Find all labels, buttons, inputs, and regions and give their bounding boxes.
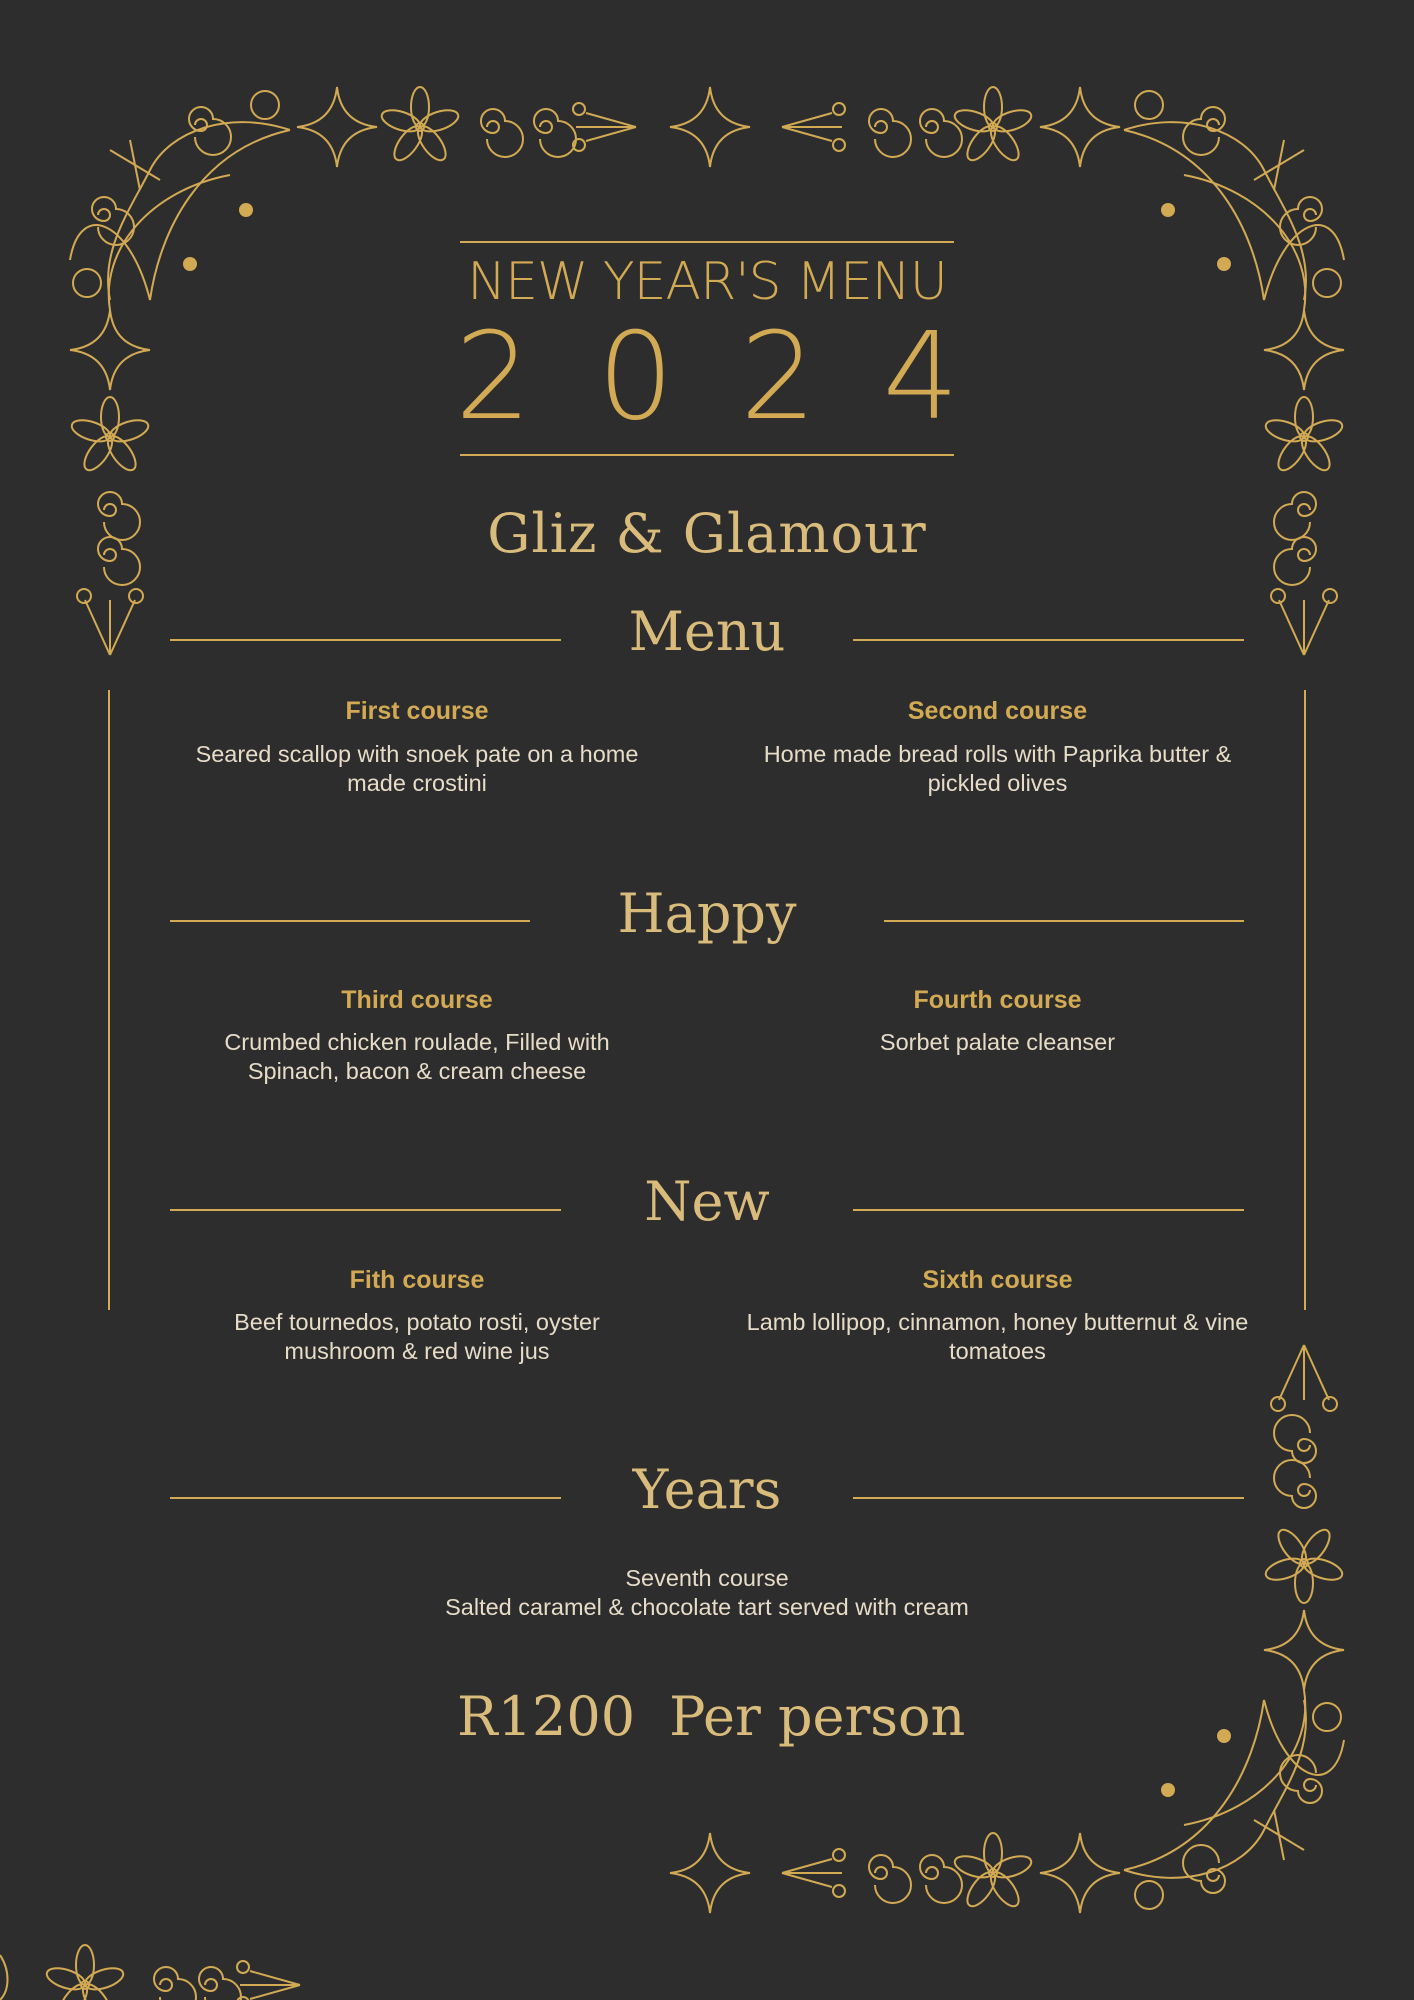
price-amount: R1200 <box>457 1685 636 1748</box>
price-line <box>457 1685 1057 1748</box>
course-desc-fifth: Beef tournedos, potato rosti, oyster mushroom & red wine jus <box>234 1309 600 1364</box>
course-title-fourth: Fourth course <box>913 986 1082 1014</box>
course-title-first: First course <box>345 697 489 725</box>
course-title-second: Second course <box>907 697 1088 725</box>
brand-name: Gliz & Glamour <box>487 502 927 565</box>
course-title-sixth: Sixth course <box>922 1266 1073 1294</box>
course-desc-second: Home made bread rolls with Paprika butter & pickled olives <box>763 741 1232 796</box>
course-title-seventh: Seventh course <box>625 1565 789 1591</box>
menu-year <box>455 308 959 447</box>
course-desc-seventh: Salted caramel & chocolate tart served with cream <box>445 1594 969 1620</box>
section-heading-happy: Happy <box>617 882 797 945</box>
price-unit: Per person <box>669 1685 966 1748</box>
year-digit: 2 <box>740 308 817 447</box>
menu-title: NEW YEAR'S MENU <box>467 252 947 312</box>
section-heading-years: Years <box>632 1458 782 1521</box>
course-desc-third: Crumbed chicken roulade, Filled with Spinach, bacon & cream cheese <box>224 1029 610 1084</box>
course-desc-fourth: Sorbet palate cleanser <box>879 1029 1116 1055</box>
course-desc-first: Seared scallop with snoek pate on a home made crostini <box>195 741 639 796</box>
year-digit: 4 <box>882 308 959 447</box>
course-title-third: Third course <box>341 986 493 1014</box>
section-heading-menu: Menu <box>628 600 786 663</box>
year-digit: 0 <box>597 308 674 447</box>
section-heading-new: New <box>644 1170 770 1233</box>
year-digit: 2 <box>455 308 532 447</box>
course-title-fifth: Fith course <box>349 1266 485 1294</box>
course-desc-sixth: Lamb lollipop, cinnamon, honey butternut & vine tomatoes <box>746 1309 1249 1364</box>
